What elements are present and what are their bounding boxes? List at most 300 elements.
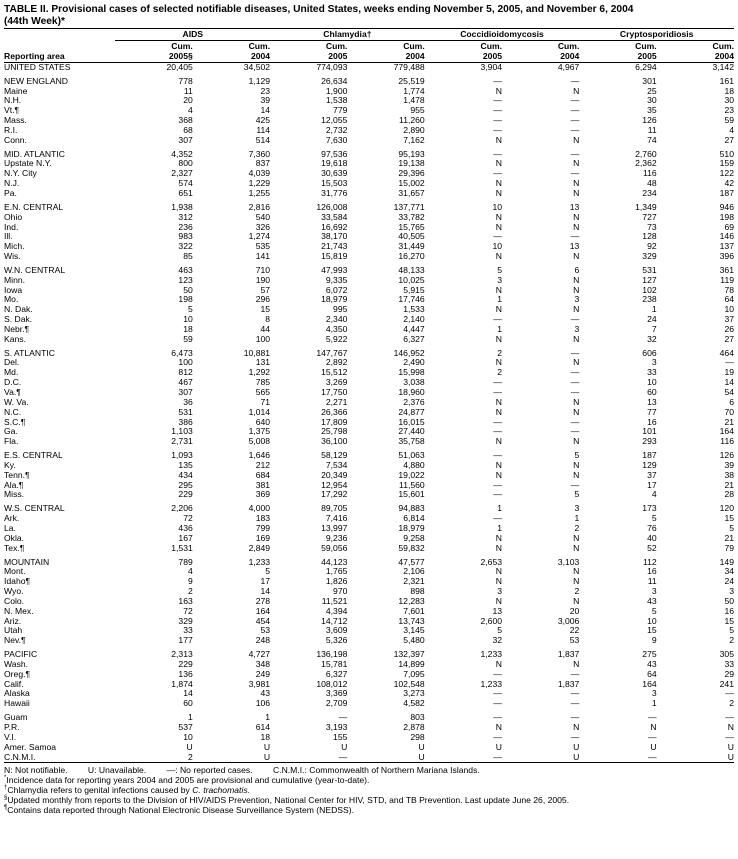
value-cell: 59 <box>724 115 734 126</box>
column-header: Cum. 2004 <box>557 40 580 61</box>
value-cell: 10,881 <box>243 347 271 358</box>
value-cell: 78 <box>724 284 734 295</box>
value-cell: 27 <box>724 333 734 344</box>
reporting-area-cell: Tenn.¶ <box>4 469 30 480</box>
value-cell: 7,601 <box>403 605 425 616</box>
value-cell: 19 <box>724 367 734 378</box>
value-cell: 5 <box>187 304 193 315</box>
value-cell: 6,294 <box>635 61 657 72</box>
table-row <box>4 451 734 461</box>
value-cell: 39 <box>724 459 734 470</box>
value-cell: 10 <box>492 201 503 212</box>
value-cell: 137,771 <box>393 201 425 212</box>
value-cell: — <box>570 124 580 135</box>
value-cell: 463 <box>178 264 193 275</box>
value-cell: — <box>570 698 580 709</box>
value-cell: N <box>573 187 580 198</box>
value-cell: 21 <box>724 479 734 490</box>
value-cell: 101 <box>642 426 657 437</box>
value-cell: 1 <box>651 304 657 315</box>
reporting-area-cell: Ala.¶ <box>4 479 24 490</box>
footnotes <box>4 765 734 815</box>
value-cell: 15,512 <box>321 367 348 378</box>
value-cell: 800 <box>178 158 193 169</box>
value-cell: 159 <box>719 158 734 169</box>
value-cell: 4,967 <box>557 61 580 72</box>
value-cell: — <box>570 148 580 159</box>
value-cell: — <box>493 426 503 437</box>
value-cell: N <box>495 576 503 587</box>
value-cell: 18,979 <box>321 294 348 305</box>
value-cell: 60 <box>647 387 657 397</box>
value-cell: 85 <box>183 251 193 262</box>
value-cell: 73 <box>647 221 657 232</box>
value-cell: 33,782 <box>398 211 425 222</box>
value-cell: 30 <box>647 95 657 106</box>
value-cell: 3,609 <box>325 625 348 636</box>
value-cell: 21 <box>724 416 734 427</box>
value-cell: 33 <box>183 625 193 636</box>
value-cell: 20 <box>183 95 193 106</box>
value-cell: 11 <box>647 576 657 587</box>
value-cell: 3,981 <box>248 678 271 689</box>
value-cell: 212 <box>255 459 271 470</box>
reporting-area-cell: Maine <box>4 85 28 96</box>
reporting-area-cell: Upstate N.Y. <box>4 158 52 169</box>
value-cell: 164 <box>719 426 734 437</box>
value-cell: 2 <box>729 635 734 646</box>
value-cell: 26,366 <box>321 406 348 417</box>
value-cell: 64 <box>647 668 657 679</box>
value-cell: 3 <box>574 503 580 514</box>
value-cell: — <box>493 450 503 461</box>
value-cell: N <box>495 134 503 145</box>
reporting-area-cell: Idaho¶ <box>4 576 31 587</box>
value-cell: 19,138 <box>398 158 425 169</box>
reporting-area-cell: E.N. CENTRAL <box>4 201 64 212</box>
reporting-area-cell: Fla. <box>4 436 19 447</box>
table-row <box>4 398 734 408</box>
value-cell: 39 <box>260 95 271 106</box>
table-row <box>4 626 734 636</box>
value-cell: 1,646 <box>248 450 271 461</box>
value-cell: 177 <box>178 635 193 646</box>
value-cell: 32 <box>647 333 657 344</box>
reporting-area-cell: Ill. <box>4 231 13 242</box>
value-cell: N <box>495 187 503 198</box>
value-cell: 326 <box>255 221 271 232</box>
value-cell: 7,095 <box>403 668 425 679</box>
value-cell: 18 <box>724 85 734 96</box>
value-cell: N <box>573 396 580 407</box>
table-row <box>4 295 734 305</box>
value-cell: 64 <box>724 294 734 305</box>
value-cell: — <box>570 479 580 490</box>
value-cell: 25,519 <box>398 75 425 86</box>
value-cell: 38,170 <box>321 231 348 242</box>
value-cell: 106 <box>255 698 271 709</box>
value-cell: 3,904 <box>480 61 503 72</box>
value-cell: 812 <box>178 367 193 378</box>
reporting-area-cell: Mich. <box>4 241 25 252</box>
value-cell: 2 <box>497 367 503 378</box>
value-cell: 2,376 <box>403 396 425 407</box>
value-cell: 18 <box>260 731 271 742</box>
value-cell: N <box>573 274 580 285</box>
value-cell: 2,340 <box>325 314 348 325</box>
reporting-area-cell: Wis. <box>4 251 21 262</box>
column-header: Cum. 2005 <box>635 40 657 61</box>
value-cell: 10,025 <box>398 274 425 285</box>
value-cell: 31,449 <box>398 241 425 252</box>
reporting-area-cell: N.J. <box>4 178 20 189</box>
table-row <box>4 471 734 481</box>
table-row <box>4 607 734 617</box>
value-cell: N <box>573 221 580 232</box>
table-row <box>4 723 734 733</box>
value-cell: — <box>570 688 580 699</box>
value-cell: 116 <box>720 436 734 447</box>
value-cell: 1,349 <box>635 201 657 212</box>
value-cell: 43 <box>260 688 271 699</box>
value-cell: N <box>495 284 503 295</box>
footnote-2: †Chlamydia refers to genital infections caused by C. trachomatis. <box>4 785 251 796</box>
reporting-area-cell: Wyo. <box>4 586 24 597</box>
value-cell: 5 <box>729 522 734 533</box>
value-cell: 329 <box>178 615 193 626</box>
value-cell: 24 <box>647 314 657 325</box>
value-cell: 15,781 <box>321 658 348 669</box>
value-cell: 15,998 <box>398 367 425 378</box>
value-cell: 76 <box>647 522 657 533</box>
value-cell: N <box>495 566 503 577</box>
value-cell: — <box>493 115 503 126</box>
value-cell: 5,326 <box>325 635 348 646</box>
value-cell: 1,531 <box>171 542 193 553</box>
value-cell: 58,129 <box>321 450 348 461</box>
value-cell: 50 <box>724 595 734 606</box>
value-cell: 464 <box>719 347 734 358</box>
table-row <box>4 286 734 296</box>
value-cell: 10 <box>647 615 657 626</box>
reporting-area-cell: C.N.M.I. <box>4 753 115 763</box>
value-cell: 9 <box>187 576 193 587</box>
value-cell: 50 <box>183 284 193 295</box>
value-cell: 42 <box>724 178 734 189</box>
value-cell: 36 <box>183 396 193 407</box>
table-row <box>4 266 734 276</box>
value-cell: — <box>570 115 580 126</box>
value-cell: 2,600 <box>480 615 503 626</box>
table-row <box>4 252 734 262</box>
value-cell: 35 <box>647 105 657 116</box>
table-row <box>4 276 734 286</box>
value-cell: 322 <box>178 241 193 252</box>
value-cell: N <box>495 406 503 417</box>
value-cell: 537 <box>178 722 193 732</box>
table-row <box>4 567 734 577</box>
value-cell: 51,063 <box>398 450 425 461</box>
value-cell: 14,712 <box>321 615 348 626</box>
value-cell: U <box>418 741 425 752</box>
value-cell: N <box>495 85 503 96</box>
value-cell: 2,106 <box>403 566 425 577</box>
value-cell: 1,292 <box>248 367 271 378</box>
table-row <box>4 62 734 72</box>
value-cell: 15,819 <box>321 251 348 262</box>
value-cell: N <box>573 178 580 189</box>
value-cell: 2 <box>574 586 580 597</box>
value-cell: 3,145 <box>403 625 425 636</box>
value-cell: — <box>493 698 503 709</box>
value-cell: U <box>573 741 580 752</box>
value-cell: 15 <box>724 513 734 524</box>
reporting-area-cell: Ohio <box>4 211 23 222</box>
value-cell: — <box>570 668 580 679</box>
value-cell: N <box>495 532 503 543</box>
value-cell: 72 <box>183 605 193 616</box>
reporting-area-cell: UNITED STATES <box>4 61 71 72</box>
value-cell: 14 <box>260 105 271 116</box>
legend-cnmi: C.N.M.I.: Commonwealth of Northern Mariana Islands. <box>272 765 480 776</box>
value-cell: 12,055 <box>321 115 348 126</box>
value-cell: 11,560 <box>399 479 425 490</box>
reporting-area-cell: Ind. <box>4 221 19 232</box>
reporting-area-cell: NEW ENGLAND <box>4 75 68 86</box>
column-header: Cum. 2004 <box>248 40 271 61</box>
table-row <box>4 524 734 534</box>
table-title-line1: TABLE II. Provisional cases of selected notifiable diseases, United States, weeks ending November 5, 2005, and November 6, 2004 <box>4 4 634 15</box>
value-cell: 4,880 <box>403 459 425 470</box>
value-cell: 26 <box>724 323 734 334</box>
value-cell: 74 <box>647 134 657 145</box>
value-cell: 651 <box>178 187 193 198</box>
reporting-area-cell: Colo. <box>4 595 25 606</box>
value-cell: 1,826 <box>325 576 348 587</box>
value-cell: 275 <box>642 649 657 660</box>
value-cell: — <box>493 168 503 179</box>
value-cell: 60 <box>183 698 193 709</box>
value-cell: N <box>573 284 580 295</box>
value-cell: 5,922 <box>325 333 348 344</box>
table-row <box>4 577 734 587</box>
value-cell: 23 <box>260 85 271 96</box>
value-cell: 6,327 <box>403 333 425 344</box>
value-cell: 149 <box>719 556 734 567</box>
value-cell: N <box>495 221 503 232</box>
table-title-line2: (44th Week)* <box>4 16 65 27</box>
value-cell: 7,360 <box>248 148 271 159</box>
reporting-area-cell: Mo. <box>4 294 19 305</box>
value-cell: 1,014 <box>248 406 271 417</box>
value-cell: 510 <box>719 148 734 159</box>
value-cell: 10 <box>183 314 193 325</box>
value-cell: U <box>263 741 271 752</box>
value-cell: 2,490 <box>403 357 425 368</box>
value-cell: 1,233 <box>480 649 503 660</box>
reporting-area-cell: Mass. <box>4 115 27 126</box>
reporting-area-cell: N. Dak. <box>4 304 33 315</box>
value-cell: 120 <box>719 503 734 514</box>
value-cell: 131 <box>255 357 271 368</box>
value-cell: 20,405 <box>166 61 193 72</box>
value-cell: 1,765 <box>325 566 348 577</box>
value-cell: 47,577 <box>398 556 425 567</box>
value-cell: 72 <box>183 513 193 524</box>
value-cell: 5 <box>574 450 580 461</box>
value-cell: 167 <box>178 532 193 543</box>
value-cell: 27,440 <box>398 426 425 437</box>
value-cell: 10 <box>724 304 734 315</box>
value-cell: N <box>495 304 503 315</box>
value-cell: 5,480 <box>403 635 425 646</box>
value-cell: 15,601 <box>398 489 425 500</box>
value-cell: 7,162 <box>403 134 425 145</box>
value-cell: 3,269 <box>325 377 348 388</box>
value-cell: 9,236 <box>325 532 348 543</box>
value-cell: 183 <box>255 513 271 524</box>
value-cell: 2,327 <box>171 168 193 179</box>
value-cell: — <box>425 753 502 763</box>
value-cell: N <box>495 436 503 447</box>
table-row <box>4 514 734 524</box>
value-cell: 1,093 <box>171 450 193 461</box>
reporting-area-cell: Hawaii <box>4 698 30 709</box>
value-cell: 68 <box>183 124 193 135</box>
value-cell: 3 <box>651 586 657 597</box>
reporting-area-cell: D.C. <box>4 377 22 388</box>
value-cell: 361 <box>719 264 734 275</box>
value-cell: 606 <box>642 347 657 358</box>
value-cell: — <box>570 387 580 397</box>
value-cell: — <box>493 231 503 242</box>
value-cell: N <box>650 722 657 732</box>
value-cell: 33 <box>647 367 657 378</box>
table-row <box>4 490 734 500</box>
value-cell: 3,193 <box>325 722 348 732</box>
reporting-area-cell: Utah <box>4 625 23 636</box>
value-cell: 17,292 <box>321 489 348 500</box>
value-cell: 3 <box>651 357 657 368</box>
value-cell: 4,447 <box>403 323 425 334</box>
value-cell: — <box>493 416 503 427</box>
reporting-area-cell: Calif. <box>4 678 24 689</box>
value-cell: 5 <box>651 605 657 616</box>
table-row <box>4 232 734 242</box>
value-cell: 535 <box>255 241 271 252</box>
value-cell: 4,582 <box>403 698 425 709</box>
reporting-area-cell: N.C. <box>4 406 22 417</box>
value-cell: — <box>725 688 734 699</box>
value-cell: N <box>495 469 503 480</box>
value-cell: 14 <box>260 586 271 597</box>
table-row <box>4 169 734 179</box>
value-cell: 381 <box>255 479 271 490</box>
value-cell: 129 <box>642 459 657 470</box>
value-cell: 16 <box>647 416 657 427</box>
column-header: Cum. 2005 <box>480 40 503 61</box>
reporting-area-cell: Nev.¶ <box>4 635 26 646</box>
value-cell: 48,133 <box>398 264 425 275</box>
value-cell: 3,369 <box>325 688 348 699</box>
value-cell: 33,584 <box>321 211 348 222</box>
value-cell: 36,100 <box>321 436 348 447</box>
value-cell: U <box>193 753 270 763</box>
value-cell: N <box>573 85 580 96</box>
table-row <box>4 650 734 660</box>
value-cell: 16,692 <box>321 221 348 232</box>
value-cell: 25,798 <box>321 426 348 437</box>
value-cell: 59 <box>183 333 193 344</box>
value-cell: 3,273 <box>403 688 425 699</box>
reporting-area-cell: W. Va. <box>4 396 29 407</box>
table-row <box>4 753 734 763</box>
reporting-area-cell: Vt.¶ <box>4 105 20 116</box>
table-row <box>4 699 734 709</box>
value-cell: 146 <box>719 231 734 242</box>
legend-line <box>4 765 734 775</box>
value-cell: 1,837 <box>557 678 580 689</box>
value-cell: N <box>573 304 580 315</box>
reporting-area-cell: Alaska <box>4 688 30 699</box>
value-cell: 2 <box>729 698 734 709</box>
value-cell: 37 <box>724 314 734 325</box>
table-title <box>4 4 734 28</box>
value-cell: 137 <box>719 241 734 252</box>
value-cell: 778 <box>178 75 193 86</box>
value-cell: 640 <box>255 416 271 427</box>
value-cell: 187 <box>719 187 734 198</box>
value-cell: N <box>573 158 580 169</box>
table-row <box>4 325 734 335</box>
table-row <box>4 558 734 568</box>
value-cell: 28 <box>724 489 734 500</box>
value-cell: 14 <box>183 688 193 699</box>
table-row <box>4 388 734 398</box>
value-cell: 467 <box>178 377 193 388</box>
value-cell: 1,938 <box>171 201 193 212</box>
value-cell: 3 <box>497 586 503 597</box>
reporting-area-cell: Mont. <box>4 566 26 577</box>
value-cell: U <box>650 741 657 752</box>
table-row <box>4 126 734 136</box>
value-cell: — <box>648 712 657 723</box>
value-cell: 17,750 <box>321 387 348 397</box>
value-cell: — <box>579 753 656 763</box>
value-cell: N <box>495 158 503 169</box>
value-cell: 1,478 <box>403 95 425 106</box>
value-cell: 6,072 <box>325 284 348 295</box>
value-cell: 436 <box>178 522 193 533</box>
value-cell: 298 <box>410 731 425 742</box>
value-cell: — <box>570 105 580 116</box>
table-row <box>4 305 734 315</box>
reporting-area-cell: Pa. <box>4 187 17 198</box>
value-cell: — <box>493 105 503 116</box>
value-cell: 163 <box>178 595 193 606</box>
reporting-area-cell: N.H. <box>4 95 22 106</box>
value-cell: 15,503 <box>321 178 348 189</box>
value-cell: 1 <box>187 712 193 723</box>
reporting-area-cell: Conn. <box>4 134 27 145</box>
value-cell: 122 <box>719 168 734 179</box>
value-cell: 119 <box>720 274 734 285</box>
value-cell: 30,639 <box>321 168 348 179</box>
table-row <box>4 437 734 447</box>
value-cell: 955 <box>410 105 425 116</box>
value-cell: 40 <box>647 532 657 543</box>
group-header-row <box>4 29 734 40</box>
